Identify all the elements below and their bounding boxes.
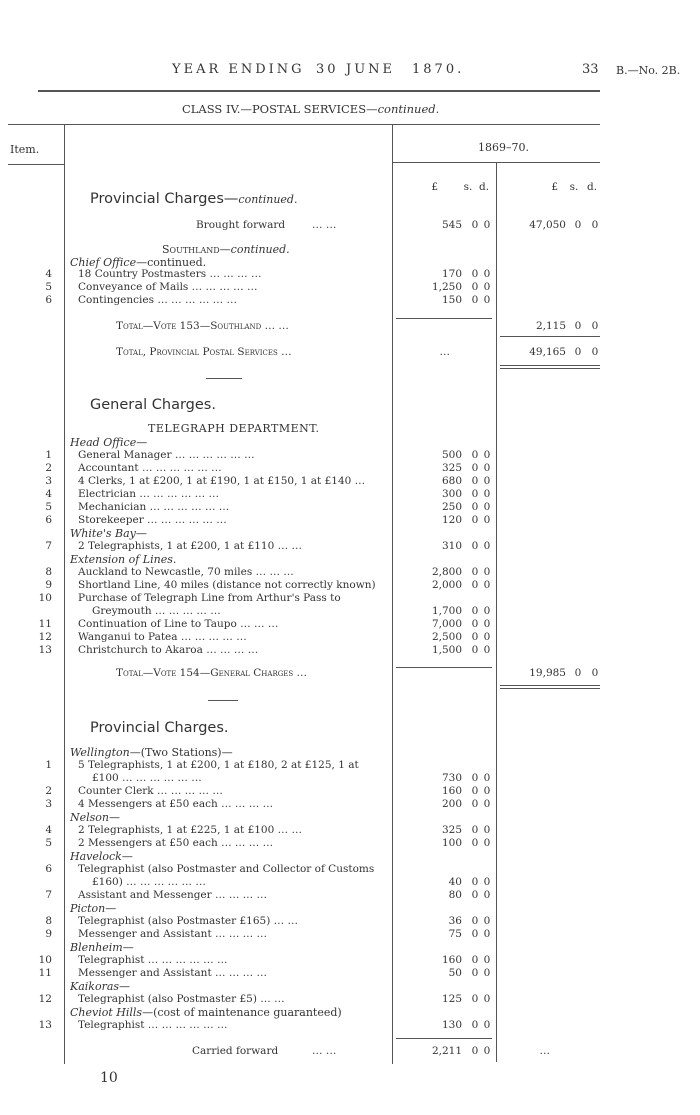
table-row [0, 566, 700, 578]
table-row [0, 462, 700, 474]
total-pounds: 2,115 [535, 320, 566, 332]
amount-shillings: 0 [471, 618, 479, 630]
pound-header: £ [431, 181, 438, 193]
sub-province-continued: continued. [230, 243, 290, 256]
class-title-text: CLASS IV.—POSTAL SERVICES— [182, 102, 378, 116]
wellington-name: Wellington [70, 746, 130, 759]
amount-pounds: 120 [441, 514, 462, 526]
cheviot-name: Cheviot Hills [70, 1006, 143, 1019]
amount-pounds: 545 [441, 219, 462, 231]
kaikoras-heading: Kaikoras— [70, 980, 131, 993]
amount-shillings: 0 [471, 876, 479, 888]
whites-bay-heading: White's Bay— [70, 527, 147, 540]
shilling-header: s. [463, 181, 473, 193]
amount-shillings: 0 [471, 644, 479, 656]
amount-shillings: 0 [471, 540, 479, 552]
item-description: Telegraphist (also Postmaster £5) … … [78, 993, 285, 1005]
item-number: 5 [45, 281, 52, 293]
item-number: 12 [38, 631, 52, 643]
brought-forward-label: Brought forward [196, 219, 286, 231]
pence-header: d. [478, 181, 490, 193]
item-description: Christchurch to Akaroa … … … … [78, 644, 259, 656]
amount-pence: 0 [483, 605, 491, 617]
item-number: 13 [38, 1019, 52, 1031]
amount-shillings: 0 [471, 993, 479, 1005]
table-row [0, 928, 700, 940]
amount-pence: 0 [483, 475, 491, 487]
table-row [0, 294, 700, 306]
amount-pounds: 2,500 [431, 631, 462, 643]
amount-shillings: 0 [471, 1019, 479, 1031]
table-row [0, 863, 700, 875]
table-row [0, 915, 700, 927]
item-number: 6 [45, 294, 52, 306]
document-reference: B.—No. 2B. [616, 64, 681, 77]
amount-shillings: 0 [471, 631, 479, 643]
amount-shillings: 0 [471, 449, 479, 461]
total-shillings: 0 [574, 667, 582, 679]
amount-shillings: 0 [471, 798, 479, 810]
section-divider [208, 700, 238, 701]
class-title [182, 102, 439, 116]
brought-forward-row [0, 219, 700, 231]
amount-shillings: 0 [471, 579, 479, 591]
amount-pounds: 680 [441, 475, 462, 487]
table-row [0, 514, 700, 526]
amount-dots: … [439, 346, 450, 358]
cheviot-heading [70, 1006, 342, 1019]
total-shillings: 0 [574, 346, 582, 358]
table-row [0, 631, 700, 643]
table-row-continuation [0, 876, 700, 888]
amount-shillings: 0 [471, 462, 479, 474]
item-description: Telegraphist (also Postmaster and Collector of Customs [78, 863, 375, 875]
amount-shillings: 0 [471, 219, 479, 231]
item-description: 18 Country Postmasters … … … … [78, 268, 262, 280]
amount-shillings: 0 [471, 566, 479, 578]
item-description: Continuation of Line to Taupo … … … [78, 618, 279, 630]
item-number: 6 [45, 514, 52, 526]
total-pence: 0 [591, 320, 599, 332]
table-row [0, 268, 700, 280]
item-column-header: Item. [10, 143, 40, 156]
carried-forward-dots: … … [312, 1045, 337, 1057]
section-title-continued: continued. [238, 193, 298, 206]
wellington-note: —(Two Stations)— [129, 746, 233, 759]
item-description: Mechanician … … … … … … [78, 501, 230, 513]
item-number: 11 [38, 618, 52, 630]
total-shilling-header: s. [569, 181, 579, 193]
amount-shillings: 0 [471, 488, 479, 500]
section-provincial-charges-continued [90, 191, 297, 207]
sub-province-heading [162, 243, 290, 256]
section-title-general-charges: General Charges. [90, 397, 216, 413]
amount-pounds: 2,000 [431, 579, 462, 591]
amount-pence: 0 [483, 915, 491, 927]
item-number: 10 [38, 954, 52, 966]
class-title-continued: continued. [377, 102, 440, 116]
total-shillings: 0 [574, 219, 582, 231]
amount-pence: 0 [483, 514, 491, 526]
item-number: 9 [45, 579, 52, 591]
item-description: Contingencies … … … … … … [78, 294, 238, 306]
amount-pounds: 2,211 [431, 1045, 462, 1057]
brought-forward-dots: … … [312, 219, 337, 231]
item-description: 5 Telegraphists, 1 at £200, 1 at £180, 2 at £125, 1 at [78, 759, 359, 771]
amount-pence: 0 [483, 967, 491, 979]
section-divider [206, 378, 242, 379]
double-rule-bottom [500, 368, 600, 369]
item-description: Telegraphist … … … … … … [78, 954, 228, 966]
table-row [0, 592, 700, 604]
table-row [0, 579, 700, 591]
amount-pounds: 310 [441, 540, 462, 552]
total-shillings: 0 [574, 320, 582, 332]
table-row [0, 475, 700, 487]
item-header-rule [8, 164, 64, 165]
total-pounds: 47,050 [529, 219, 566, 231]
item-description: Conveyance of Mails … … … … … [78, 281, 258, 293]
amount-pence: 0 [483, 462, 491, 474]
amount-pence: 0 [483, 772, 491, 784]
table-row-continuation [0, 605, 700, 617]
amount-shillings: 0 [471, 294, 479, 306]
double-rule-bottom [500, 688, 600, 689]
total-pounds: 49,165 [529, 346, 566, 358]
item-description: Messenger and Assistant … … … … [78, 967, 268, 979]
amount-pounds: 1,250 [431, 281, 462, 293]
amount-pence: 0 [483, 501, 491, 513]
amount-pence: 0 [483, 798, 491, 810]
amount-pounds: 50 [448, 967, 462, 979]
amount-pounds: 125 [441, 993, 462, 1005]
amount-pounds: 1,700 [431, 605, 462, 617]
picton-heading: Picton— [70, 902, 117, 915]
amount-pence: 0 [483, 837, 491, 849]
item-number: 8 [45, 915, 52, 927]
total-pence-header: d. [586, 181, 598, 193]
item-number: 8 [45, 566, 52, 578]
item-description: 2 Telegraphists, 1 at £225, 1 at £100 … … [78, 824, 302, 836]
double-rule-top [500, 685, 600, 686]
amount-pounds: 100 [441, 837, 462, 849]
amount-shillings: 0 [471, 281, 479, 293]
amount-pounds: 160 [441, 785, 462, 797]
year-column-header: 1869–70. [478, 141, 529, 154]
table-row [0, 759, 700, 771]
item-description: Wanganui to Patea … … … … … [78, 631, 247, 643]
item-description: Electrician … … … … … … [78, 488, 220, 500]
amount-pence: 0 [483, 268, 491, 280]
amount-pence: 0 [483, 566, 491, 578]
blenheim-heading: Blenheim— [70, 941, 134, 954]
amount-shillings: 0 [471, 837, 479, 849]
amount-shillings: 0 [471, 889, 479, 901]
amount-pounds: 40 [448, 876, 462, 888]
item-number: 10 [38, 592, 52, 604]
amount-shillings: 0 [471, 928, 479, 940]
section-title-provincial-charges: Provincial Charges. [90, 720, 229, 736]
amount-pounds: 2,800 [431, 566, 462, 578]
head-office-heading: Head Office— [70, 436, 148, 449]
amount-pence: 0 [483, 785, 491, 797]
running-header-year-month: JUNE [346, 62, 396, 77]
amount-pence: 0 [483, 219, 491, 231]
havelock-heading: Havelock— [70, 850, 133, 863]
item-description: Assistant and Messenger … … … … [78, 889, 268, 901]
item-description: 2 Messengers at £50 each … … … … [78, 837, 274, 849]
item-number: 7 [45, 540, 52, 552]
amount-shillings: 0 [471, 824, 479, 836]
office-continued: —continued. [136, 256, 207, 269]
item-description: 2 Telegraphists, 1 at £200, 1 at £110 … … [78, 540, 302, 552]
amount-shillings: 0 [471, 605, 479, 617]
header-rule [38, 90, 600, 92]
total-pounds: 19,985 [529, 667, 566, 679]
amount-pounds: 250 [441, 501, 462, 513]
item-number: 2 [45, 462, 52, 474]
total-rule [500, 336, 600, 337]
amount-pence: 0 [483, 449, 491, 461]
table-row [0, 281, 700, 293]
amount-pence: 0 [483, 928, 491, 940]
amount-pounds: 36 [448, 915, 462, 927]
total-pence: 0 [591, 346, 599, 358]
sub-province-name: Southland— [162, 243, 231, 256]
item-number: 4 [45, 268, 52, 280]
item-description: General Manager … … … … … … [78, 449, 255, 461]
amount-pence: 0 [483, 1019, 491, 1031]
table-row [0, 501, 700, 513]
item-number: 4 [45, 488, 52, 500]
item-number: 1 [45, 449, 52, 461]
total-dots: … [539, 1045, 550, 1057]
amount-pounds: 325 [441, 462, 462, 474]
amount-pence: 0 [483, 824, 491, 836]
amount-shillings: 0 [471, 785, 479, 797]
amount-pounds: 130 [441, 1019, 462, 1031]
amount-pounds: 7,000 [431, 618, 462, 630]
table-row [0, 1019, 700, 1031]
amount-pence: 0 [483, 540, 491, 552]
table-row [0, 967, 700, 979]
amount-pounds: 730 [441, 772, 462, 784]
office-name: Chief Office [70, 256, 137, 269]
item-number: 12 [38, 993, 52, 1005]
item-description: Counter Clerk … … … … … [78, 785, 223, 797]
amount-pence: 0 [483, 281, 491, 293]
table-row [0, 954, 700, 966]
amount-shillings: 0 [471, 954, 479, 966]
running-header-year-day: 30 [316, 62, 339, 77]
provincial-postal-total-row [0, 346, 700, 358]
running-header-year: 1870. [412, 62, 465, 77]
item-description: Auckland to Newcastle, 70 miles … … … [78, 566, 294, 578]
item-description: 4 Messengers at £50 each … … … … [78, 798, 274, 810]
amount-shillings: 0 [471, 772, 479, 784]
amount-shillings: 0 [471, 514, 479, 526]
table-row [0, 540, 700, 552]
item-number: 5 [45, 501, 52, 513]
item-number: 6 [45, 863, 52, 875]
item-description: Telegraphist … … … … … … [78, 1019, 228, 1031]
table-row [0, 993, 700, 1005]
amount-pence: 0 [483, 889, 491, 901]
amount-pence: 0 [483, 488, 491, 500]
table-row [0, 449, 700, 461]
item-number: 13 [38, 644, 52, 656]
amount-pence: 0 [483, 993, 491, 1005]
item-description: £160) … … … … … … [92, 876, 206, 888]
table-row [0, 798, 700, 810]
item-number: 5 [45, 837, 52, 849]
amount-pounds: 500 [441, 449, 462, 461]
item-description: Telegraphist (also Postmaster £165) … … [78, 915, 298, 927]
item-description: Messenger and Assistant … … … … [78, 928, 268, 940]
carried-forward-label: Carried forward [192, 1045, 279, 1057]
running-header-year-words: YEAR ENDING [172, 62, 305, 77]
subtotal-rule [396, 318, 492, 319]
amount-pence: 0 [483, 631, 491, 643]
amount-shillings: 0 [471, 475, 479, 487]
amount-pounds: 1,500 [431, 644, 462, 656]
amount-shillings: 0 [471, 268, 479, 280]
amount-shillings: 0 [471, 1045, 479, 1057]
amount-pounds: 300 [441, 488, 462, 500]
page-number: 33 [582, 62, 599, 77]
item-number: 3 [45, 798, 52, 810]
provincial-total-label: Total, Provincial Postal Services … [116, 346, 292, 358]
total-pence: 0 [591, 667, 599, 679]
vote-total-label: Total—Vote 154—General Charges … [116, 667, 308, 679]
item-description: Greymouth … … … … … [92, 605, 221, 617]
table-row [0, 837, 700, 849]
table-row [0, 785, 700, 797]
item-description: Accountant … … … … … … [78, 462, 222, 474]
vote-154-total-row [0, 667, 700, 679]
item-description: £100 … … … … … … [92, 772, 202, 784]
amount-pence: 0 [483, 876, 491, 888]
amount-shillings: 0 [471, 967, 479, 979]
item-number: 3 [45, 475, 52, 487]
wellington-heading [70, 746, 233, 759]
amount-shillings: 0 [471, 915, 479, 927]
amount-pounds: 160 [441, 954, 462, 966]
item-description: Purchase of Telegraph Line from Arthur's Pass to [78, 592, 341, 604]
item-number: 4 [45, 824, 52, 836]
table-top-rule [8, 124, 600, 125]
extension-heading: Extension of Lines. [70, 553, 177, 566]
amount-pounds: 200 [441, 798, 462, 810]
item-description: Storekeeper … … … … … … [78, 514, 227, 526]
total-pence: 0 [591, 219, 599, 231]
amount-pounds: 80 [448, 889, 462, 901]
nelson-heading: Nelson— [70, 811, 121, 824]
amount-pence: 0 [483, 1045, 491, 1057]
table-row [0, 889, 700, 901]
table-row [0, 618, 700, 630]
table-row-continuation [0, 772, 700, 784]
amount-pounds: 150 [441, 294, 462, 306]
amount-pounds: 170 [441, 268, 462, 280]
section-title: Provincial Charges— [90, 191, 239, 207]
amount-pence: 0 [483, 954, 491, 966]
cheviot-note: —(cost of maintenance guaranteed) [142, 1006, 342, 1019]
amount-pence: 0 [483, 579, 491, 591]
total-pound-header: £ [551, 181, 558, 193]
amount-pounds: 75 [448, 928, 462, 940]
item-number: 1 [45, 759, 52, 771]
item-number: 9 [45, 928, 52, 940]
subtotal-rule [396, 1038, 492, 1039]
table-row [0, 488, 700, 500]
amount-pence: 0 [483, 618, 491, 630]
double-rule-top [500, 365, 600, 366]
amount-pence: 0 [483, 294, 491, 306]
item-description: 4 Clerks, 1 at £200, 1 at £190, 1 at £150, 1 at £140 … [78, 475, 366, 487]
table-row [0, 824, 700, 836]
item-number: 11 [38, 967, 52, 979]
vote-total-label: Total—Vote 153—Southland … … [116, 320, 289, 332]
vote-153-total-row [0, 320, 700, 332]
item-description: Shortland Line, 40 miles (distance not correctly known) [78, 579, 376, 591]
table-row [0, 644, 700, 656]
item-number: 7 [45, 889, 52, 901]
carried-forward-row [0, 1045, 700, 1057]
signature-mark: 10 [100, 1070, 118, 1086]
amount-pence: 0 [483, 644, 491, 656]
item-number: 2 [45, 785, 52, 797]
amount-pounds: 325 [441, 824, 462, 836]
department-heading: TELEGRAPH DEPARTMENT. [148, 422, 320, 435]
amount-shillings: 0 [471, 501, 479, 513]
